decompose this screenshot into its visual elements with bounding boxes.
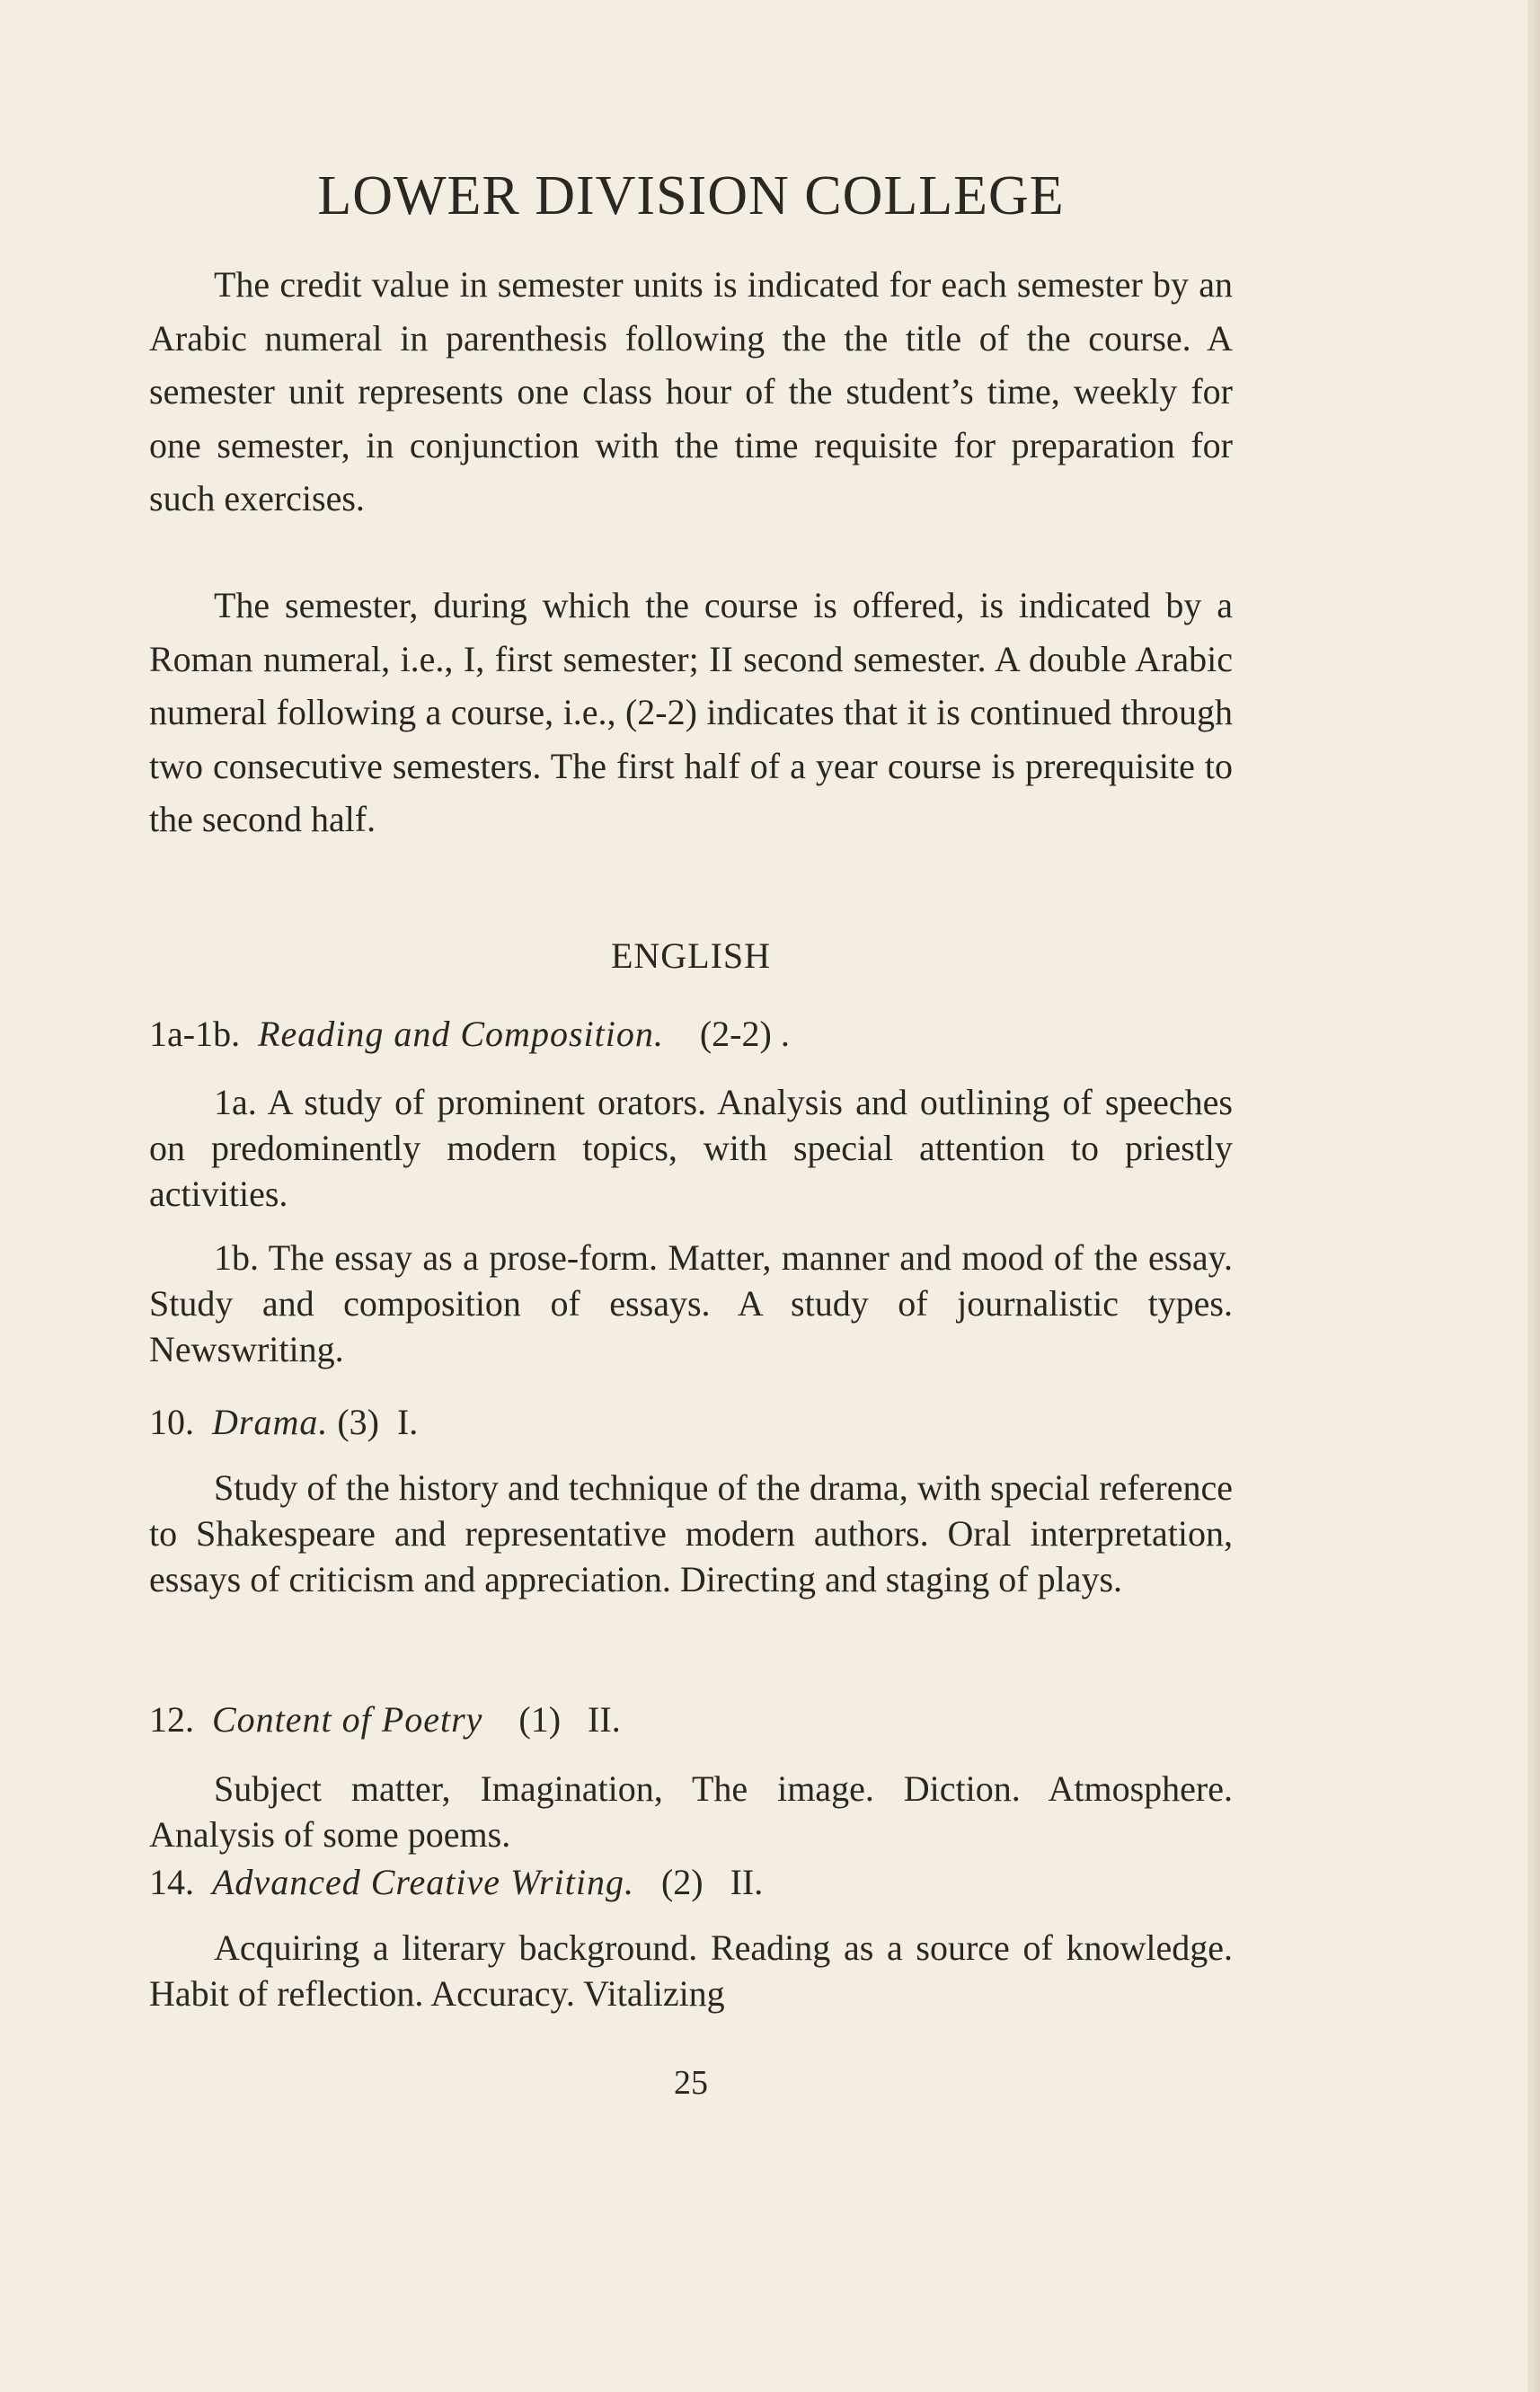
course-number: 12.: [149, 1699, 194, 1740]
course-description-1a-text: 1a. A study of prominent orators. Analysis and outlining of speeches on predominently modern topics, with special attention to priestly activities.: [149, 1082, 1233, 1214]
course-description-12-text: Subject matter, Imagination, The image. Diction. Atmosphere. Analysis of some poems.: [149, 1768, 1233, 1855]
course-title: Content of Poetry: [212, 1699, 483, 1740]
course-description-14: [149, 1925, 1233, 2016]
course-number: 14.: [149, 1862, 194, 1902]
page-number: 25: [674, 2064, 708, 2102]
course-credits: (2-2): [699, 1014, 772, 1054]
course-semester: II.: [730, 1862, 764, 1902]
section-title-english: ENGLISH: [610, 935, 772, 976]
intro-paragraph-2-text: The semester, during which the course is offered, is indicated by a Roman numeral, i.e., I, first semester; II second semester. A double Arabic numeral following a course, i.e., (2-2) indicates that it is continued through two consecutive semesters. The first half of a year course is prerequisite to the second half.: [149, 585, 1233, 839]
course-heading-12: [149, 1698, 621, 1741]
course-title: Advanced Creative Writing.: [212, 1862, 634, 1902]
course-description-12: [149, 1766, 1233, 1857]
course-description-10: [149, 1465, 1233, 1602]
page-heading: LOWER DIVISION COLLEGE: [317, 165, 1065, 226]
course-title: Reading and Composition.: [258, 1014, 664, 1054]
course-description-1b: [149, 1235, 1233, 1372]
course-description-1b-text: 1b. The essay as a prose-form. Matter, manner and mood of the essay. Study and composition of essays. A study of journalistic types. Newswriting.: [149, 1237, 1233, 1369]
course-credits: (2): [660, 1862, 704, 1902]
page-edge: [1527, 0, 1540, 2392]
course-semester: II.: [588, 1699, 621, 1740]
course-semester: .: [780, 1014, 790, 1054]
intro-paragraph-1: [149, 258, 1233, 526]
course-description-1a: [149, 1079, 1233, 1217]
course-description-10-text: Study of the history and technique of the drama, with special reference to Shakespeare and representative modern authors. Oral interpretation, essays of criticism and appreciation. Directing and staging of plays.: [149, 1467, 1233, 1599]
course-heading-14: [149, 1861, 763, 1903]
course-heading-10: [149, 1401, 418, 1443]
intro-paragraph-2: [149, 579, 1233, 846]
course-credits: (3): [337, 1402, 379, 1442]
course-number: 10.: [149, 1402, 194, 1442]
course-description-14-text: Acquiring a literary background. Reading as a source of knowledge. Habit of reflection. Accuracy. Vitalizing: [149, 1927, 1233, 2014]
course-semester: I.: [396, 1402, 419, 1442]
intro-paragraph-1-text: The credit value in semester units is indicated for each semester by an Arabic numeral in parenthesis following the the title of the course. A semester unit represents one class hour of the student’s time, weekly for one semester, in conjunction with the time requisite for preparation for such exercises.: [149, 264, 1233, 518]
course-number: 1a-1b.: [149, 1014, 241, 1054]
course-heading-1a-1b: [149, 1013, 790, 1055]
course-title: Drama.: [212, 1402, 329, 1442]
course-credits: (1): [518, 1699, 562, 1740]
